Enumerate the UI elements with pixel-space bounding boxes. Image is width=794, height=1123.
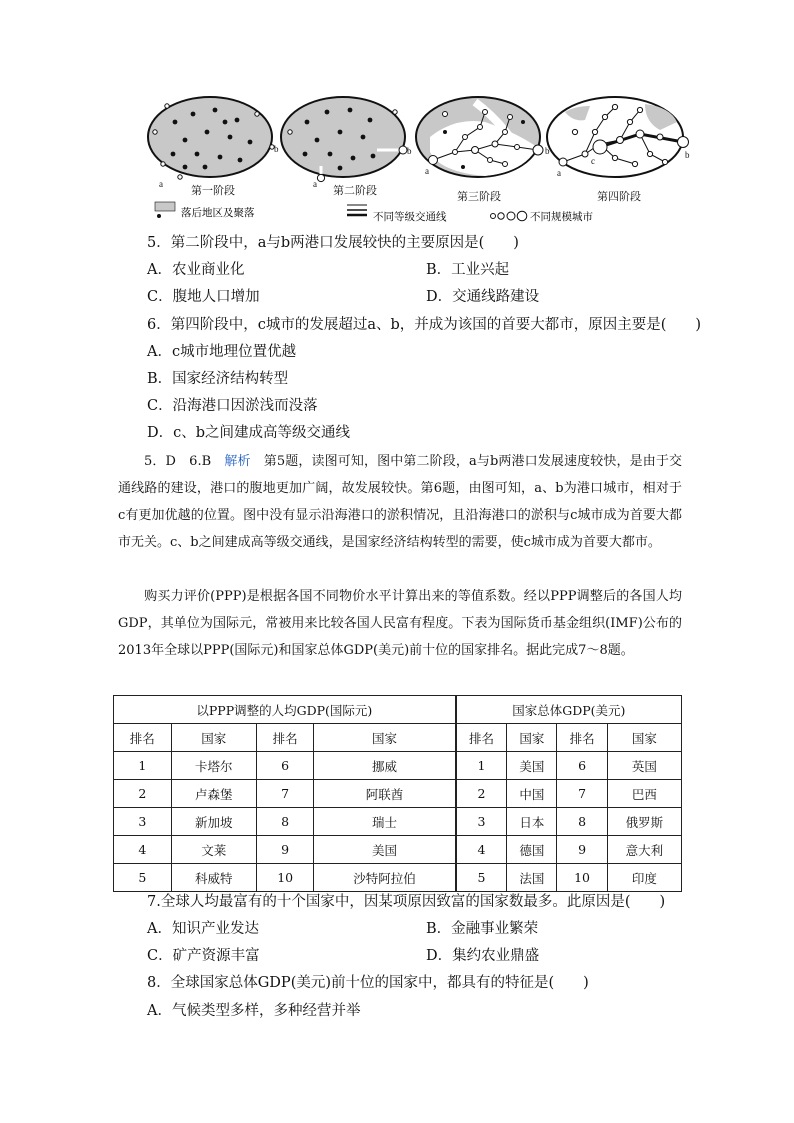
letter-a-stage2: a [313, 179, 317, 189]
col-header: 排名 [114, 724, 172, 752]
table-cell: 6 [256, 752, 314, 780]
table-cell: 7 [557, 780, 607, 808]
letter-b-stage4: b [685, 150, 690, 160]
col-header: 国家 [607, 724, 681, 752]
table-cell: 英国 [607, 752, 681, 780]
table-cell: 6 [557, 752, 607, 780]
stage-2-map [281, 97, 407, 182]
letter-b-stage3: b [545, 146, 550, 156]
legend-cities: 不同规模城市 [530, 211, 593, 223]
table-group-gdp: 国家总体GDP(美元) [456, 696, 682, 724]
q6-stem: 6．第四阶段中，c城市的发展超过a、b，并成为该国的首要大都市，原因主要是( ) [147, 317, 702, 333]
col-header: 国家 [507, 724, 557, 752]
table-cell: 俄罗斯 [607, 808, 681, 836]
letter-c-stage4: c [591, 156, 595, 166]
col-header: 国家 [171, 724, 256, 752]
table-cell: 7 [256, 780, 314, 808]
q7-option-b: B．金融事业繁荣 [426, 921, 539, 937]
table-cell: 3 [114, 808, 172, 836]
table-row [114, 752, 682, 780]
q7-option-d: D．集约农业鼎盛 [426, 948, 540, 964]
q6-option-b: B．国家经济结构转型 [147, 371, 289, 387]
q6-option-c: C．沿海港口因淤浅而没落 [147, 398, 318, 414]
legend-backward-area: 落后地区及聚落 [181, 207, 255, 219]
explanation-text: 第5题，读图可知，图中第二阶段，a与b两港口发展速度较快，是由于交通线路的建设，港口的腹地更加广阔，故发展较快。第6题，由图可知，a、b为港口城市，相对于c有更加优越的位置。图中没有显示沿海港口的淤积情况，且沿海港口的淤积与c城市成为首要大都市无关。c、b之间建成高等级交通线，是国家经济结构转型的需要，使c城市成为首要大都市。 [118, 454, 682, 550]
stage-1-label: 第一阶段 [191, 184, 235, 197]
letter-a-stage4: a [557, 168, 561, 178]
answer-key: 5．D 6.B [144, 454, 225, 469]
q5-option-d: D．交通线路建设 [426, 289, 540, 305]
stage-3-label: 第三阶段 [457, 190, 501, 203]
letter-b-stage2: b [407, 146, 412, 156]
table-cell: 意大利 [607, 836, 681, 864]
letter-b-stage1: b [274, 144, 279, 154]
table-row [114, 864, 682, 892]
table-cell: 2 [456, 780, 507, 808]
ppp-intro [118, 583, 682, 664]
ppp-intro-text: 购买力评价(PPP)是根据各国不同物价水平计算出来的等值系数。经以PPP调整后的各国人均GDP，其单位为国际元，常被用来比较各国人民富有程度。下表为国际货币基金组织(IMF)公布的2013年全球以PPP(国际元)和国家总体GDP(美元)前十位的国家排名。据此完成7～8题。 [118, 589, 682, 658]
table-cell: 挪威 [314, 752, 456, 780]
table-row [114, 836, 682, 864]
table-cell: 日本 [507, 808, 557, 836]
q8-stem: 8．全球国家总体GDP(美元)前十位的国家中，都具有的特征是( ) [147, 975, 589, 991]
table-cell: 卡塔尔 [171, 752, 256, 780]
table-group-ppp: 以PPP调整的人均GDP(国际元) [114, 696, 456, 724]
table-cell: 8 [256, 808, 314, 836]
q5-option-a: A．农业商业化 [147, 262, 245, 278]
table-cell: 美国 [314, 836, 456, 864]
letter-a-stage1: a [159, 179, 163, 189]
table-cell: 8 [557, 808, 607, 836]
table-cell: 巴西 [607, 780, 681, 808]
table-cell: 科威特 [171, 864, 256, 892]
q5-stem: 5．第二阶段中，a与b两港口发展较快的主要原因是( ) [147, 235, 519, 251]
table-cell: 10 [256, 864, 314, 892]
stage-4-label: 第四阶段 [597, 190, 641, 203]
table-cell: 1 [456, 752, 507, 780]
q7-option-c: C．矿产资源丰富 [147, 948, 260, 964]
table-cell: 文莱 [171, 836, 256, 864]
urban-development-diagram [145, 92, 695, 232]
answer-explanation [118, 448, 682, 556]
table-cell: 3 [456, 808, 507, 836]
table-cell: 瑞士 [314, 808, 456, 836]
stage-4-map [547, 97, 689, 177]
table-cell: 阿联酋 [314, 780, 456, 808]
table-cell: 新加坡 [171, 808, 256, 836]
table-cell: 卢森堡 [171, 780, 256, 808]
stage-3-map [416, 97, 543, 177]
letter-a-stage3: a [425, 166, 429, 176]
stage-1-map [148, 97, 274, 179]
table-row [114, 780, 682, 808]
table-cell: 德国 [507, 836, 557, 864]
table-cell: 4 [456, 836, 507, 864]
legend [155, 202, 593, 223]
explanation-label: 解析 [224, 454, 251, 469]
table-cell: 2 [114, 780, 172, 808]
table-cell: 1 [114, 752, 172, 780]
table-cell: 5 [456, 864, 507, 892]
col-header: 排名 [557, 724, 607, 752]
q6-option-d: D．c、b之间建成高等级交通线 [147, 425, 351, 441]
q6-option-a: A．c城市地理位置优越 [147, 344, 297, 360]
q7-option-a: A．知识产业发达 [147, 921, 259, 937]
table-cell: 沙特阿拉伯 [314, 864, 456, 892]
stage-2-label: 第二阶段 [333, 184, 377, 197]
table-row [114, 808, 682, 836]
col-header: 国家 [314, 724, 456, 752]
q8-option-a: A．气候类型多样，多种经营并举 [147, 1003, 361, 1019]
table-cell: 法国 [507, 864, 557, 892]
col-header: 排名 [256, 724, 314, 752]
table-cell: 10 [557, 864, 607, 892]
col-header: 排名 [456, 724, 507, 752]
legend-transport-lines: 不同等级交通线 [373, 211, 447, 223]
table-cell: 印度 [607, 864, 681, 892]
table-cell: 9 [557, 836, 607, 864]
q7-stem: 7.全球人均最富有的十个国家中，因某项原因致富的国家数最多。此原因是( ) [147, 894, 666, 910]
gdp-ranking-table [113, 695, 682, 892]
table-cell: 4 [114, 836, 172, 864]
q5-option-b: B．工业兴起 [426, 262, 510, 278]
table-cell: 9 [256, 836, 314, 864]
table-cell: 5 [114, 864, 172, 892]
table-cell: 中国 [507, 780, 557, 808]
q5-option-c: C．腹地人口增加 [147, 289, 260, 305]
table-cell: 美国 [507, 752, 557, 780]
